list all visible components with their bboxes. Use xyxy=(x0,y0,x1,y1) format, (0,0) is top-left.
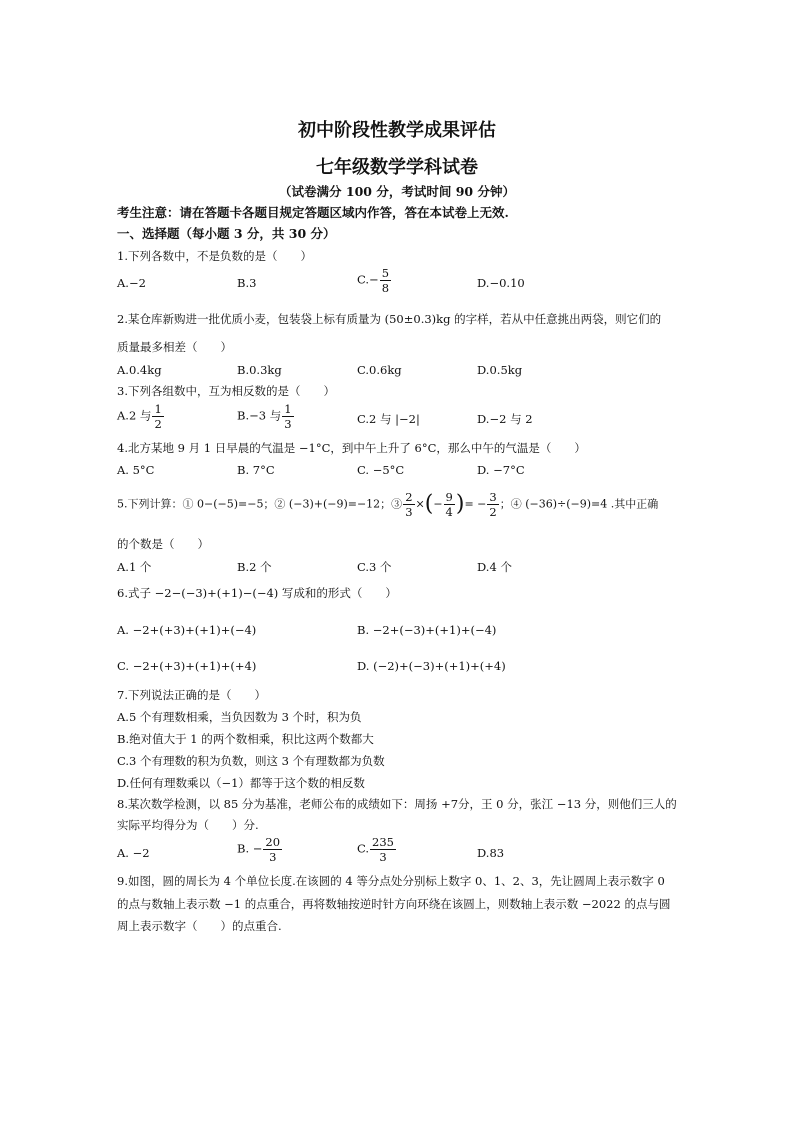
q5-fraction-2 xyxy=(444,490,455,519)
q3-option-a xyxy=(117,402,165,431)
question-9-line-3: 周上表示数字（ ）的点重合. xyxy=(117,919,282,933)
q5-option-c: C.3 个 xyxy=(357,560,392,574)
q6-option-a: A. −2+(+3)+(+1)+(−4) xyxy=(117,623,257,637)
q5-stem-part1: 5.下列计算：① 0−(−5)=−5；② (−3)+(−9)=−12；③ xyxy=(117,497,403,511)
left-paren: ( xyxy=(424,491,434,517)
q4-option-b: B. 7°C xyxy=(237,463,275,477)
fraction-denominator: 8 xyxy=(381,281,390,295)
exam-info: （试卷满分 100 分，考试时间 90 分钟） xyxy=(279,184,515,199)
fraction-denominator: 3 xyxy=(269,850,277,864)
q5-fraction-2-sign: − xyxy=(433,497,443,511)
q2-option-b: B.0.3kg xyxy=(237,363,282,377)
question-2-stem-cont: 质量最多相差（ ） xyxy=(117,340,232,354)
q3-option-a-prefix: A.2 与 xyxy=(117,408,152,423)
fraction-denominator: 4 xyxy=(445,505,453,519)
q1-option-c-fraction xyxy=(380,266,391,295)
fraction-numerator: 1 xyxy=(284,402,292,416)
q5-fraction-3 xyxy=(487,490,498,519)
fraction-numerator: 3 xyxy=(489,490,497,504)
q6-option-c: C. −2+(+3)+(+1)+(+4) xyxy=(117,659,257,673)
q8-option-b xyxy=(237,835,283,864)
fraction-denominator: 3 xyxy=(379,850,387,864)
question-5-stem-cont: 的个数是（ ） xyxy=(117,537,209,551)
question-8-stem: 8.某次数学检测，以 85 分为基准，老师公布的成绩如下：周扬 +7分，王 0 分，张江 −13 分，则他们三人的 xyxy=(117,797,677,811)
q5-times: × xyxy=(415,497,425,511)
exam-subject-title: 七年级数学学科试卷 xyxy=(316,157,478,178)
q8-option-b-fraction xyxy=(263,835,282,864)
q5-option-b: B.2 个 xyxy=(237,560,272,574)
fraction-numerator: 9 xyxy=(445,490,453,504)
fraction-denominator: 3 xyxy=(405,505,413,519)
fraction-numerator: 235 xyxy=(372,835,394,849)
fraction-numerator: 20 xyxy=(265,835,281,849)
question-1-stem: 1.下列各数中，不是负数的是（ ） xyxy=(117,249,312,263)
q7-option-b: B.绝对值大于 1 的两个数相乘，积比这两个数都大 xyxy=(117,732,374,746)
fraction-denominator: 2 xyxy=(154,417,162,431)
question-7-stem: 7.下列说法正确的是（ ） xyxy=(117,688,266,702)
q1-option-d: D.−0.10 xyxy=(477,276,525,290)
question-4-stem: 4.北方某地 9 月 1 日早晨的气温是 −1°C，到中午上升了 6°C，那么中午的气温是（ ） xyxy=(117,441,586,455)
exam-notice: 考生注意：请在答题卡各题目规定答题区域内作答，答在本试卷上无效. xyxy=(117,205,509,220)
q2-option-a: A.0.4kg xyxy=(117,363,162,377)
fraction-numerator: 2 xyxy=(405,490,413,504)
q5-option-d: D.4 个 xyxy=(477,560,512,574)
q3-option-b-fraction xyxy=(282,402,293,431)
q1-option-c xyxy=(357,266,392,295)
fraction-numerator: 5 xyxy=(381,266,390,280)
question-5-stem xyxy=(117,490,658,519)
q8-option-d: D.83 xyxy=(477,846,505,860)
question-2-stem: 2.某仓库新购进一批优质小麦，包装袋上标有质量为 (50±0.3)kg 的字样，若从中任意挑出两袋，则它们的 xyxy=(117,312,662,326)
question-9-line-2: 的点与数轴上表示数 −1 的点重合，再将数轴按逆时针方向环绕在该圆上，则数轴上表示数 −2022 的点与圆 xyxy=(117,897,671,911)
q4-option-d: D. −7°C xyxy=(477,463,525,477)
q7-option-d: D.任何有理数乘以（−1）都等于这个数的相反数 xyxy=(117,776,365,790)
question-3-stem: 3.下列各组数中，互为相反数的是（ ） xyxy=(117,384,335,398)
q3-option-c: C.2 与 |−2| xyxy=(357,412,420,426)
q1-option-c-prefix: C.− xyxy=(357,272,379,287)
q7-option-a: A.5 个有理数相乘，当负因数为 3 个时，积为负 xyxy=(117,710,362,724)
q8-option-c xyxy=(357,835,397,864)
q7-option-c: C.3 个有理数的积为负数，则这 3 个有理数都为负数 xyxy=(117,754,385,768)
fraction-denominator: 3 xyxy=(284,417,292,431)
q4-option-c: C. −5°C xyxy=(357,463,405,477)
q8-option-c-fraction xyxy=(370,835,396,864)
q8-option-a: A. −2 xyxy=(117,846,150,860)
exam-title: 初中阶段性教学成果评估 xyxy=(298,120,496,141)
q5-equals: = − xyxy=(464,497,487,511)
q6-option-b: B. −2+(−3)+(+1)+(−4) xyxy=(357,623,497,637)
q3-option-a-fraction xyxy=(152,402,163,431)
fraction-numerator: 1 xyxy=(154,402,162,416)
q3-option-b-prefix: B.−3 与 xyxy=(237,408,282,423)
question-6-stem: 6.式子 −2−(−3)+(+1)−(−4) 写成和的形式（ ） xyxy=(117,586,397,600)
q5-option-a: A.1 个 xyxy=(117,560,152,574)
q5-stem-part2: ；④ (−36)÷(−9)=4 .其中正确 xyxy=(499,497,659,511)
q8-option-c-prefix: C. xyxy=(357,841,370,856)
q1-option-a: A.−2 xyxy=(117,276,146,290)
question-9-line-1: 9.如图，圆的周长为 4 个单位长度.在该圆的 4 等分点处分别标上数字 0、1、2、3，先让圆周上表示数字 0 xyxy=(117,874,665,888)
q2-option-c: C.0.6kg xyxy=(357,363,402,377)
section-heading: 一、选择题（每小题 3 分，共 30 分） xyxy=(117,226,336,241)
q8-option-b-prefix: B. − xyxy=(237,841,263,856)
q6-option-d: D. (−2)+(−3)+(+1)+(+4) xyxy=(357,659,506,673)
q3-option-b xyxy=(237,402,295,431)
q3-option-d: D.−2 与 2 xyxy=(477,412,533,426)
right-paren: ) xyxy=(455,491,465,517)
q1-option-b: B.3 xyxy=(237,276,257,290)
fraction-denominator: 2 xyxy=(489,505,497,519)
q2-option-d: D.0.5kg xyxy=(477,363,523,377)
q4-option-a: A. 5°C xyxy=(117,463,155,477)
question-8-stem-cont: 实际平均得分为（ ）分. xyxy=(117,818,259,832)
q5-fraction-1 xyxy=(403,490,414,519)
